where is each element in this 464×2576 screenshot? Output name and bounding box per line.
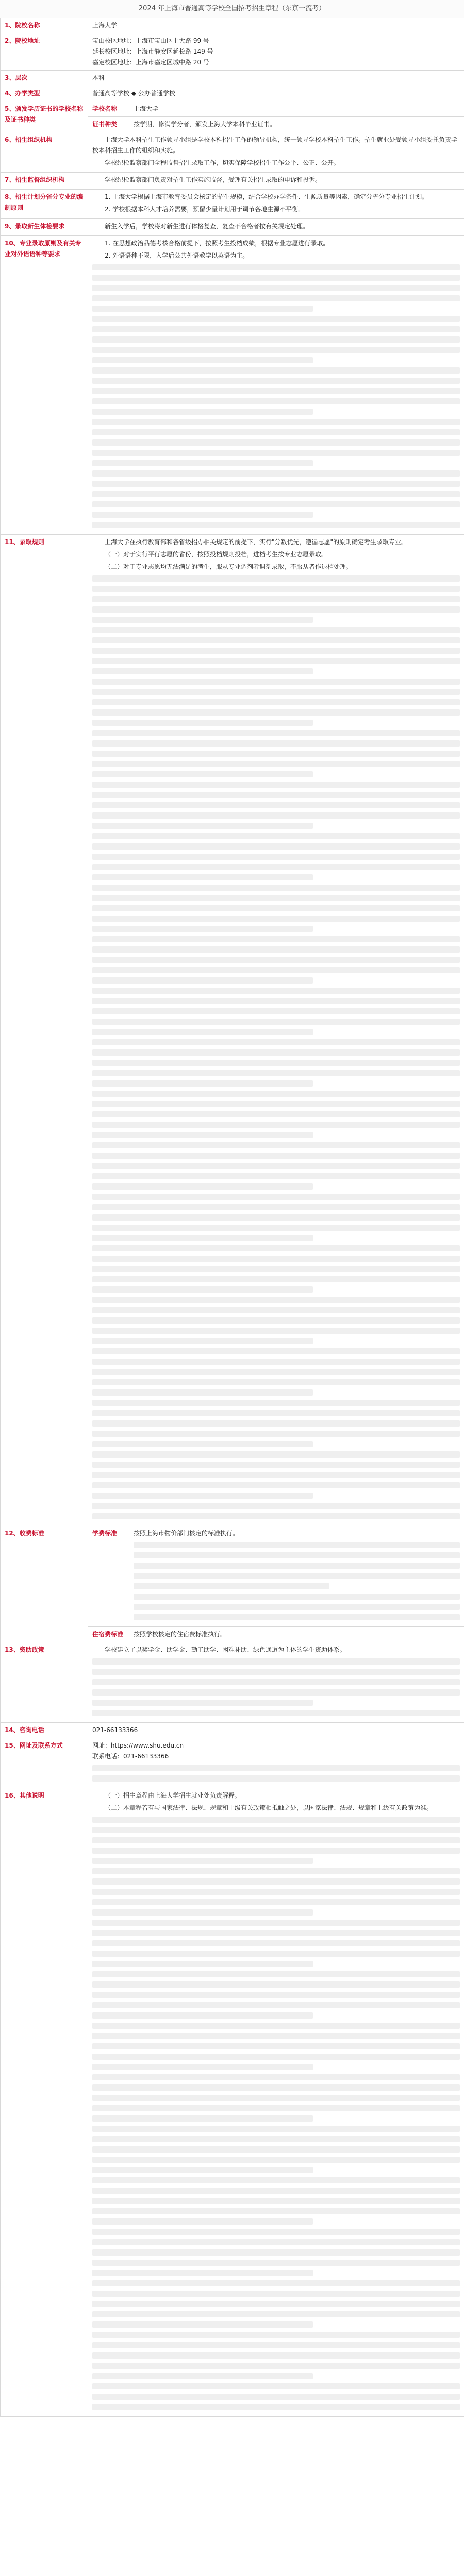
paragraph: 2. 外语语种不限，入学后公共外语教学以英语为主。 bbox=[105, 252, 249, 259]
row-label: 4、办学类型 bbox=[1, 86, 88, 101]
table-row bbox=[1, 236, 464, 535]
text-line-placeholder bbox=[92, 460, 313, 466]
text-line-placeholder bbox=[92, 1266, 460, 1272]
text-line-placeholder bbox=[92, 1669, 460, 1675]
value-text: 普通高等学校 ◆ 公办普通学校 bbox=[92, 90, 175, 97]
row-value bbox=[88, 1788, 464, 2417]
row-label: 15、网址及联系方式 bbox=[1, 1738, 88, 1788]
table-row bbox=[1, 1642, 464, 1723]
text-line-placeholder bbox=[92, 2321, 313, 2328]
text-line-placeholder bbox=[92, 709, 460, 716]
text-line-placeholder bbox=[92, 2270, 313, 2276]
row-sublabel: 证书种类 bbox=[88, 117, 129, 132]
text-line-placeholder bbox=[92, 1080, 313, 1087]
text-line-placeholder bbox=[92, 916, 460, 922]
row-sublabel: 学费标准 bbox=[88, 1526, 129, 1627]
text-line-placeholder bbox=[92, 1019, 460, 1025]
text-line-placeholder bbox=[92, 2167, 313, 2173]
row-label: 6、招生组织机构 bbox=[1, 132, 88, 173]
text-line-placeholder bbox=[92, 450, 460, 456]
text-line-placeholder bbox=[92, 481, 460, 487]
text-line-placeholder bbox=[92, 2332, 460, 2338]
text-line-placeholder bbox=[92, 2012, 313, 2019]
text-line-placeholder bbox=[92, 967, 460, 973]
text-line-placeholder bbox=[92, 751, 460, 757]
text-line-placeholder bbox=[92, 998, 460, 1004]
text-line-placeholder bbox=[92, 1775, 460, 1782]
row-value bbox=[88, 190, 464, 219]
text-line-placeholder bbox=[92, 378, 460, 384]
text-line-placeholder bbox=[134, 1583, 329, 1589]
text-line-placeholder bbox=[92, 522, 460, 528]
text-line-placeholder bbox=[92, 2074, 460, 2080]
text-line-placeholder bbox=[92, 2352, 460, 2359]
row-label: 2、院校地址 bbox=[1, 33, 88, 71]
row-value bbox=[88, 1738, 464, 1788]
text-line-placeholder bbox=[92, 2002, 460, 2008]
text-line-placeholder bbox=[92, 2064, 313, 2070]
paragraph: 1. 上海大学根据上海市教育委员会核定的招生规模，结合学校办学条件、生源质量等因素，确定分省分专业招生计划。 bbox=[105, 193, 428, 200]
text-line-placeholder bbox=[92, 1379, 460, 1385]
text-line-placeholder bbox=[92, 1122, 460, 1128]
text-line-placeholder bbox=[92, 2363, 460, 2369]
text-line-placeholder bbox=[92, 627, 460, 633]
text-line-placeholder bbox=[92, 2383, 460, 2389]
text-line-placeholder bbox=[92, 1194, 460, 1200]
text-line-placeholder bbox=[92, 1451, 460, 1458]
text-line-placeholder bbox=[92, 761, 460, 767]
table-row bbox=[1, 71, 464, 86]
text-line-placeholder bbox=[92, 336, 460, 343]
text-line-placeholder bbox=[92, 2136, 460, 2142]
row-label: 13、资助政策 bbox=[1, 1642, 88, 1723]
text-line-placeholder bbox=[134, 1542, 460, 1548]
text-line-placeholder bbox=[92, 606, 460, 613]
text-line-placeholder bbox=[92, 1142, 460, 1148]
text-line-placeholder bbox=[92, 429, 460, 435]
text-line-placeholder bbox=[92, 512, 313, 518]
row-label: 7、招生监督组织机构 bbox=[1, 173, 88, 190]
text-line-placeholder bbox=[92, 1899, 460, 1905]
text-line-placeholder bbox=[92, 347, 460, 353]
text-line-placeholder bbox=[92, 1848, 460, 1854]
row-value bbox=[88, 86, 464, 101]
text-line-placeholder bbox=[92, 326, 460, 332]
value-line: 网址：https://www.shu.edu.cn bbox=[92, 1742, 184, 1749]
text-line-placeholder bbox=[92, 1214, 460, 1221]
text-line-placeholder bbox=[92, 2229, 460, 2235]
text-line-placeholder bbox=[92, 1410, 460, 1416]
text-line-placeholder bbox=[92, 1992, 460, 1998]
text-line-placeholder bbox=[92, 1909, 313, 1916]
text-line-placeholder bbox=[92, 1173, 460, 1179]
text-line-placeholder bbox=[92, 409, 313, 415]
text-line-placeholder bbox=[92, 491, 460, 497]
text-line-placeholder bbox=[92, 895, 460, 901]
row-label: 12、收费标准 bbox=[1, 1526, 88, 1642]
paragraph: 学校建立了以奖学金、助学金、勤工助学、困难补助、绿色通道为主体的学生资助体系。 bbox=[105, 1646, 346, 1653]
text-line-placeholder bbox=[92, 1111, 460, 1117]
text-line-placeholder bbox=[92, 439, 460, 446]
text-line-placeholder bbox=[92, 357, 313, 363]
text-line-placeholder bbox=[92, 988, 460, 994]
text-line-placeholder bbox=[92, 802, 460, 808]
text-line-placeholder bbox=[92, 575, 460, 582]
text-line-placeholder bbox=[92, 957, 460, 963]
text-line-placeholder bbox=[92, 2373, 313, 2379]
table-row bbox=[1, 33, 464, 71]
text-line-placeholder bbox=[92, 2249, 460, 2256]
text-line-placeholder bbox=[92, 668, 313, 674]
text-line-placeholder bbox=[92, 977, 313, 984]
paragraph: 学校纪检监察部门负责对招生工作实施监督，受理有关招生录取的申诉和投诉。 bbox=[105, 176, 322, 183]
paragraph: 1. 在思想政治品德考核合格前提下，按照考生投档成绩，根据专业志愿进行录取。 bbox=[105, 240, 329, 247]
text-line-placeholder bbox=[92, 1029, 313, 1035]
text-line-placeholder bbox=[92, 2280, 460, 2286]
text-line-placeholder bbox=[92, 730, 460, 736]
paragraph: 上海大学在执行教育部和各省级招办相关规定的前提下，实行"分数优先，遵循志愿"的原则确定考生录取专业。 bbox=[105, 538, 408, 546]
row-sublabel: 学校名称 bbox=[88, 101, 129, 117]
text-line-placeholder bbox=[92, 823, 313, 829]
row-label: 8、招生计划分省分专业的编制原则 bbox=[1, 190, 88, 219]
text-line-placeholder bbox=[92, 1153, 460, 1159]
text-line-placeholder bbox=[92, 1276, 460, 1282]
table-row bbox=[1, 132, 464, 173]
text-line-placeholder bbox=[92, 1700, 313, 1706]
text-line-placeholder bbox=[92, 1400, 460, 1406]
text-line-placeholder bbox=[92, 1689, 460, 1696]
text-line-placeholder bbox=[92, 812, 460, 819]
row-value bbox=[88, 219, 464, 236]
row-value bbox=[88, 236, 464, 535]
value-text: 本科 bbox=[92, 74, 105, 81]
row-label: 5、颁发学历证书的学校名称及证书种类 bbox=[1, 101, 88, 132]
text-line-placeholder bbox=[92, 1132, 313, 1138]
value-line: 宝山校区地址：上海市宝山区上大路 99 号 bbox=[92, 37, 209, 44]
text-line-placeholder bbox=[92, 1889, 460, 1895]
paragraph: 学校纪检监察部门全程监督招生录取工作，切实保障学校招生工作公平、公正、公开。 bbox=[105, 159, 340, 166]
row-value: 按照学校核定的住宿费标准执行。 bbox=[129, 1627, 464, 1642]
text-line-placeholder bbox=[92, 1297, 460, 1303]
text-line-placeholder bbox=[92, 740, 460, 747]
text-line-placeholder bbox=[92, 1765, 460, 1771]
text-line-placeholder bbox=[92, 833, 460, 839]
text-line-placeholder bbox=[92, 470, 460, 477]
text-line-placeholder bbox=[92, 1049, 460, 1056]
text-line-placeholder bbox=[92, 2157, 460, 2163]
text-line-placeholder bbox=[92, 617, 313, 623]
value-line: 延长校区地址：上海市静安区延长路 149 号 bbox=[92, 48, 213, 55]
table-row bbox=[1, 86, 464, 101]
row-label: 14、咨询电话 bbox=[1, 1723, 88, 1738]
text-line-placeholder bbox=[92, 699, 460, 705]
text-line-placeholder bbox=[92, 2311, 460, 2317]
text-line-placeholder bbox=[92, 1482, 460, 1488]
text-line-placeholder bbox=[92, 1101, 460, 1107]
text-line-placeholder bbox=[92, 1878, 460, 1885]
text-line-placeholder bbox=[92, 264, 460, 270]
text-line-placeholder bbox=[92, 926, 313, 932]
table-row bbox=[1, 1723, 464, 1738]
text-line-placeholder bbox=[92, 2105, 460, 2111]
text-line-placeholder bbox=[92, 1710, 460, 1716]
row-value bbox=[88, 33, 464, 71]
text-line-placeholder bbox=[92, 1369, 460, 1375]
table-row bbox=[1, 1738, 464, 1788]
text-line-placeholder bbox=[134, 1594, 460, 1600]
text-line-placeholder bbox=[92, 720, 313, 726]
text-line-placeholder bbox=[92, 1817, 460, 1823]
text-line-placeholder bbox=[92, 586, 460, 592]
paragraph: （一）招生章程由上海大学招生就业处负责解释。 bbox=[105, 1792, 241, 1799]
text-line-placeholder bbox=[92, 2126, 460, 2132]
text-line-placeholder bbox=[92, 1039, 460, 1045]
value-text: 上海大学 bbox=[92, 22, 118, 29]
value-line: 嘉定校区地址：上海市嘉定区城中路 20 号 bbox=[92, 59, 209, 66]
text-line-placeholder bbox=[92, 2095, 460, 2101]
text-line-placeholder bbox=[92, 1462, 460, 1468]
value-text: 021-66133366 bbox=[92, 1726, 138, 1734]
text-line-placeholder bbox=[92, 874, 313, 880]
text-line-placeholder bbox=[92, 2177, 460, 2183]
text-line-placeholder bbox=[92, 1940, 460, 1946]
row-value bbox=[88, 1642, 464, 1723]
text-line-placeholder bbox=[92, 1981, 460, 1988]
text-line-placeholder bbox=[92, 2260, 460, 2266]
paragraph: 新生入学后，学校将对新生进行体格复查，复查不合格者按有关规定处理。 bbox=[105, 223, 309, 230]
table-row bbox=[1, 18, 464, 33]
text-line-placeholder bbox=[92, 2291, 460, 2297]
text-line-placeholder bbox=[92, 2188, 460, 2194]
row-label: 3、层次 bbox=[1, 71, 88, 86]
text-line-placeholder bbox=[92, 1431, 460, 1437]
row-label: 10、专业录取原则及有关专业对外语语种等要求 bbox=[1, 236, 88, 535]
text-line-placeholder bbox=[92, 637, 460, 643]
text-line-placeholder bbox=[92, 1503, 460, 1509]
paragraph: （二）对于专业志愿均无法满足的考生，服从专业调剂者调剂录取，不服从者作退档处理。 bbox=[105, 563, 353, 570]
row-value: 上海大学 bbox=[129, 101, 464, 117]
text-line-placeholder bbox=[92, 1204, 460, 1210]
text-line-placeholder bbox=[92, 2342, 460, 2348]
text-line-placeholder bbox=[92, 285, 460, 291]
text-line-placeholder bbox=[92, 1971, 460, 1977]
text-line-placeholder bbox=[92, 2043, 460, 2049]
text-line-placeholder bbox=[92, 2146, 460, 2153]
text-line-placeholder bbox=[92, 1183, 313, 1190]
text-line-placeholder bbox=[92, 1513, 460, 1519]
text-line-placeholder bbox=[92, 1658, 460, 1665]
text-line-placeholder bbox=[92, 864, 460, 870]
row-label: 16、其他说明 bbox=[1, 1788, 88, 2417]
text-line-placeholder bbox=[92, 1359, 460, 1365]
text-line-placeholder bbox=[92, 2239, 460, 2245]
text-line-placeholder bbox=[92, 843, 460, 850]
row-value bbox=[88, 1723, 464, 1738]
text-line-placeholder bbox=[92, 1307, 460, 1313]
text-line-placeholder bbox=[92, 388, 460, 394]
row-label: 9、录取新生体检要求 bbox=[1, 219, 88, 236]
table-row bbox=[1, 219, 464, 236]
text-line-placeholder bbox=[92, 501, 460, 507]
text-line-placeholder bbox=[92, 771, 313, 777]
text-line-placeholder bbox=[92, 596, 460, 602]
text-line-placeholder bbox=[92, 1060, 460, 1066]
row-label: 1、院校名称 bbox=[1, 18, 88, 33]
text-line-placeholder bbox=[92, 679, 460, 685]
text-line-placeholder bbox=[92, 1235, 313, 1241]
text-line-placeholder bbox=[92, 1091, 460, 1097]
text-line-placeholder bbox=[92, 1837, 460, 1843]
table-row bbox=[1, 101, 464, 117]
text-line-placeholder bbox=[92, 2115, 313, 2122]
text-line-placeholder bbox=[92, 367, 460, 374]
paragraph: （二）本章程若有与国家法律、法规、规章和上级有关政策相抵触之处，以国家法律、法规、规章和上级有关政策为准。 bbox=[105, 1804, 433, 1811]
text-line-placeholder bbox=[92, 2054, 460, 2060]
row-value bbox=[88, 535, 464, 1526]
text-line-placeholder bbox=[92, 295, 460, 301]
text-line-placeholder bbox=[92, 2023, 460, 2029]
text-line-placeholder bbox=[92, 275, 460, 281]
text-line-placeholder bbox=[92, 2404, 460, 2410]
text-line-placeholder bbox=[92, 2301, 460, 2307]
row-value bbox=[88, 18, 464, 33]
text-line-placeholder bbox=[92, 2198, 460, 2204]
row-value: 按照上海市物价部门核定的标准执行。 bbox=[129, 1526, 464, 1627]
text-line-placeholder bbox=[92, 658, 460, 664]
text-line-placeholder bbox=[92, 1441, 313, 1447]
text-line-placeholder bbox=[92, 1827, 460, 1833]
text-line-placeholder bbox=[92, 1961, 313, 1967]
text-line-placeholder bbox=[92, 1286, 313, 1293]
text-line-placeholder bbox=[92, 1328, 460, 1334]
text-line-placeholder bbox=[92, 854, 460, 860]
text-line-placeholder bbox=[92, 2208, 460, 2214]
text-line-placeholder bbox=[92, 316, 460, 322]
text-line-placeholder bbox=[92, 2084, 460, 2091]
text-line-placeholder bbox=[92, 1338, 313, 1344]
page-title: 2024 年上海市普通高等学校全国招考招生章程（东京一流考） bbox=[0, 0, 464, 18]
text-line-placeholder bbox=[92, 1858, 313, 1864]
text-line-placeholder bbox=[92, 1868, 460, 1874]
text-line-placeholder bbox=[92, 1472, 460, 1478]
table-row bbox=[1, 1788, 464, 2417]
text-line-placeholder bbox=[92, 1225, 460, 1231]
text-line-placeholder bbox=[92, 1317, 460, 1324]
text-line-placeholder bbox=[134, 1614, 460, 1620]
text-line-placeholder bbox=[92, 1256, 460, 1262]
row-label: 11、录取规则 bbox=[1, 535, 88, 1526]
row-value bbox=[88, 71, 464, 86]
row-value: 按学期，修满学分者，颁发上海大学本科毕业证书。 bbox=[129, 117, 464, 132]
charter-table bbox=[0, 18, 464, 2417]
row-value bbox=[88, 173, 464, 190]
text-line-placeholder bbox=[92, 419, 460, 425]
text-line-placeholder bbox=[92, 905, 460, 911]
text-line-placeholder bbox=[92, 936, 460, 942]
text-line-placeholder bbox=[92, 1920, 460, 1926]
text-line-placeholder bbox=[92, 946, 460, 953]
text-line-placeholder bbox=[92, 2218, 313, 2225]
text-line-placeholder bbox=[134, 1552, 460, 1558]
paragraph: 上海大学本科招生工作领导小组是学校本科招生工作的领导机构，统一领导学校本科招生工作。招生就业处受领导小组委托负责学校本科招生工作的组织和实施。 bbox=[92, 136, 458, 154]
text-line-placeholder bbox=[92, 1163, 460, 1169]
text-line-placeholder bbox=[92, 1420, 460, 1427]
text-line-placeholder bbox=[92, 1951, 460, 1957]
text-line-placeholder bbox=[92, 689, 460, 695]
text-line-placeholder bbox=[92, 1493, 313, 1499]
text-line-placeholder bbox=[134, 1604, 460, 1610]
text-line-placeholder bbox=[92, 306, 313, 312]
text-line-placeholder bbox=[92, 782, 460, 788]
text-line-placeholder bbox=[134, 1563, 460, 1569]
row-value bbox=[88, 132, 464, 173]
text-line-placeholder bbox=[92, 1930, 460, 1936]
row-sublabel: 住宿费标准 bbox=[88, 1627, 129, 1642]
text-line-placeholder bbox=[92, 885, 460, 891]
text-line-placeholder bbox=[92, 1348, 460, 1354]
paragraph: （一）对于实行平行志愿的省份，按照投档规则投档，进档考生按专业志愿录取。 bbox=[105, 551, 328, 558]
text-line-placeholder bbox=[92, 1245, 460, 1251]
paragraph: 2. 学校根据本科人才培养需要，预留少量计划用于调节各地生源不平衡。 bbox=[105, 206, 305, 213]
text-line-placeholder bbox=[92, 1389, 313, 1396]
table-row bbox=[1, 1526, 464, 1627]
value-line: 联系电话：021-66133366 bbox=[92, 1753, 169, 1760]
text-line-placeholder bbox=[92, 792, 460, 798]
table-row bbox=[1, 173, 464, 190]
table-row bbox=[1, 190, 464, 219]
text-line-placeholder bbox=[92, 1008, 460, 1014]
table-row bbox=[1, 535, 464, 1526]
text-line-placeholder bbox=[92, 1070, 460, 1076]
text-line-placeholder bbox=[92, 2394, 460, 2400]
text-line-placeholder bbox=[92, 648, 460, 654]
text-line-placeholder bbox=[92, 398, 460, 404]
text-line-placeholder bbox=[134, 1573, 460, 1579]
text-line-placeholder bbox=[92, 1679, 460, 1685]
text-line-placeholder bbox=[92, 2033, 460, 2039]
